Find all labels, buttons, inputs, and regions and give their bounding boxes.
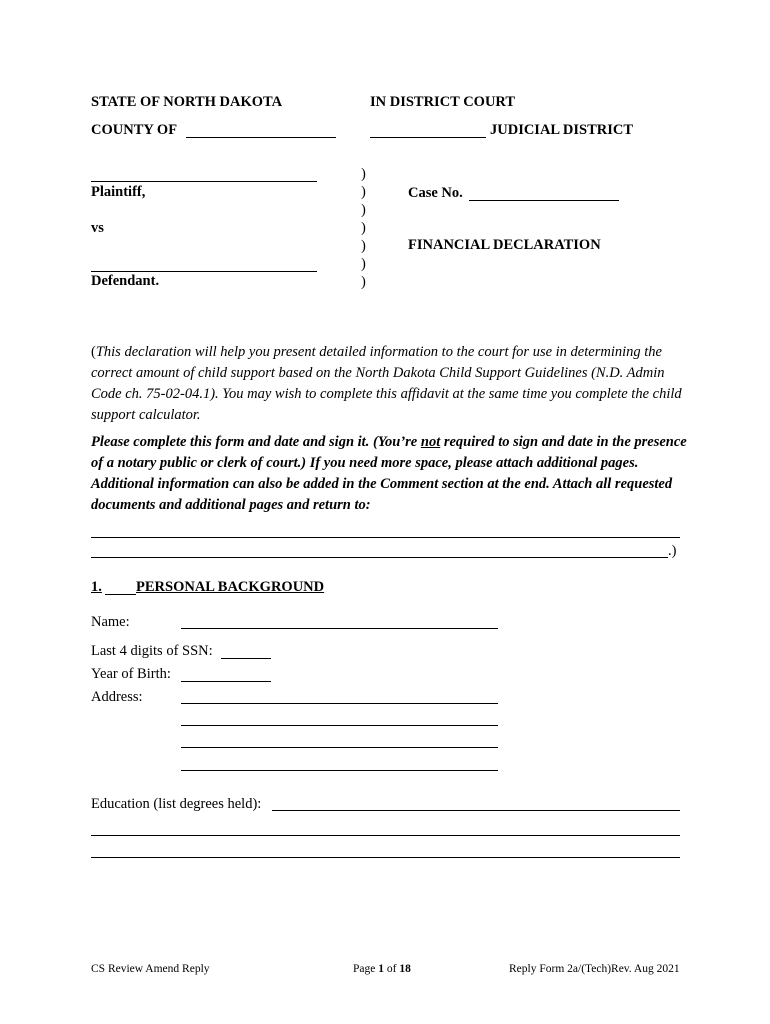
education-line-3[interactable] — [91, 857, 680, 858]
birth-year-field[interactable] — [181, 681, 271, 682]
footer-revision: Reply Form 2a/(Tech)Rev. Aug 2021 — [509, 963, 680, 975]
case-no-field[interactable] — [469, 200, 619, 201]
section-1-heading-rule — [105, 594, 136, 595]
page-current: 1 — [378, 963, 384, 975]
intro-text: This declaration will help you present detailed information to the court for use in determining the correct amount of child support based on the North Dakota Child Support Guidelines (N.D. Admin Code ch. 75-02-04.1). You may wish to complete this affidavit at the same time you complete the child support calculator. — [91, 344, 682, 423]
instructions-part1: Please complete this form and date and sign it. (You’re — [91, 434, 421, 450]
address-label: Address: — [91, 689, 143, 705]
court-heading: IN DISTRICT COURT — [370, 94, 516, 110]
education-line-1[interactable] — [272, 810, 680, 811]
address-line-2[interactable] — [181, 725, 498, 726]
state-heading: STATE OF NORTH DAKOTA — [91, 94, 283, 110]
intro-open-paren: ( — [91, 344, 96, 360]
judicial-district-field[interactable] — [370, 137, 486, 138]
footer-page-number — [353, 963, 411, 975]
name-label: Name: — [91, 614, 130, 630]
page-total: 18 — [399, 963, 411, 975]
education-line-2[interactable] — [91, 835, 680, 836]
instructions-not: not — [420, 434, 441, 450]
caption-paren: ) — [361, 184, 366, 200]
county-label: COUNTY OF — [91, 122, 178, 138]
return-address-line-2[interactable] — [91, 557, 668, 558]
vs-label: vs — [91, 220, 104, 236]
caption-paren: ) — [361, 220, 366, 236]
address-line-1[interactable] — [181, 703, 498, 704]
name-field[interactable] — [181, 628, 498, 629]
caption-paren: ) — [361, 274, 366, 290]
defendant-name-field[interactable] — [91, 271, 317, 272]
caption-paren: ) — [361, 256, 366, 272]
caption-paren: ) — [361, 166, 366, 182]
footer-form-name: CS Review Amend Reply — [91, 963, 210, 975]
case-no-label: Case No. — [408, 185, 463, 201]
address-line-3[interactable] — [181, 747, 498, 748]
ssn-label: Last 4 digits of SSN: — [91, 643, 213, 659]
education-label: Education (list degrees held): — [91, 796, 262, 812]
plaintiff-name-field[interactable] — [91, 181, 317, 182]
ssn-field[interactable] — [221, 658, 271, 659]
return-address-line-1[interactable] — [91, 537, 680, 538]
county-field[interactable] — [186, 137, 336, 138]
birth-year-label: Year of Birth: — [91, 666, 171, 682]
page-of: of — [383, 963, 400, 975]
caption-paren: ) — [361, 238, 366, 254]
caption-paren: ) — [361, 202, 366, 218]
page-prefix: Page — [353, 963, 379, 975]
section-1-number: 1. — [91, 579, 102, 595]
judicial-district-label: JUDICIAL DISTRICT — [490, 122, 634, 138]
form-title: FINANCIAL DECLARATION — [408, 237, 601, 253]
instructions-part2: required to sign and date in the presence of a notary public or clerk of court.) If you need more space, please attach additional pages. Additional information can also be added in the Comment section at the end. Attach all requested documents and additional pages and return to: — [91, 434, 687, 513]
section-1-title: PERSONAL BACKGROUND — [136, 579, 325, 595]
intro-paragraph — [91, 342, 691, 426]
instructions-paragraph — [91, 432, 691, 516]
defendant-label: Defendant. — [91, 273, 160, 289]
address-line-4[interactable] — [181, 770, 498, 771]
plaintiff-label: Plaintiff, — [91, 184, 146, 200]
return-close-paren: .) — [668, 543, 677, 559]
